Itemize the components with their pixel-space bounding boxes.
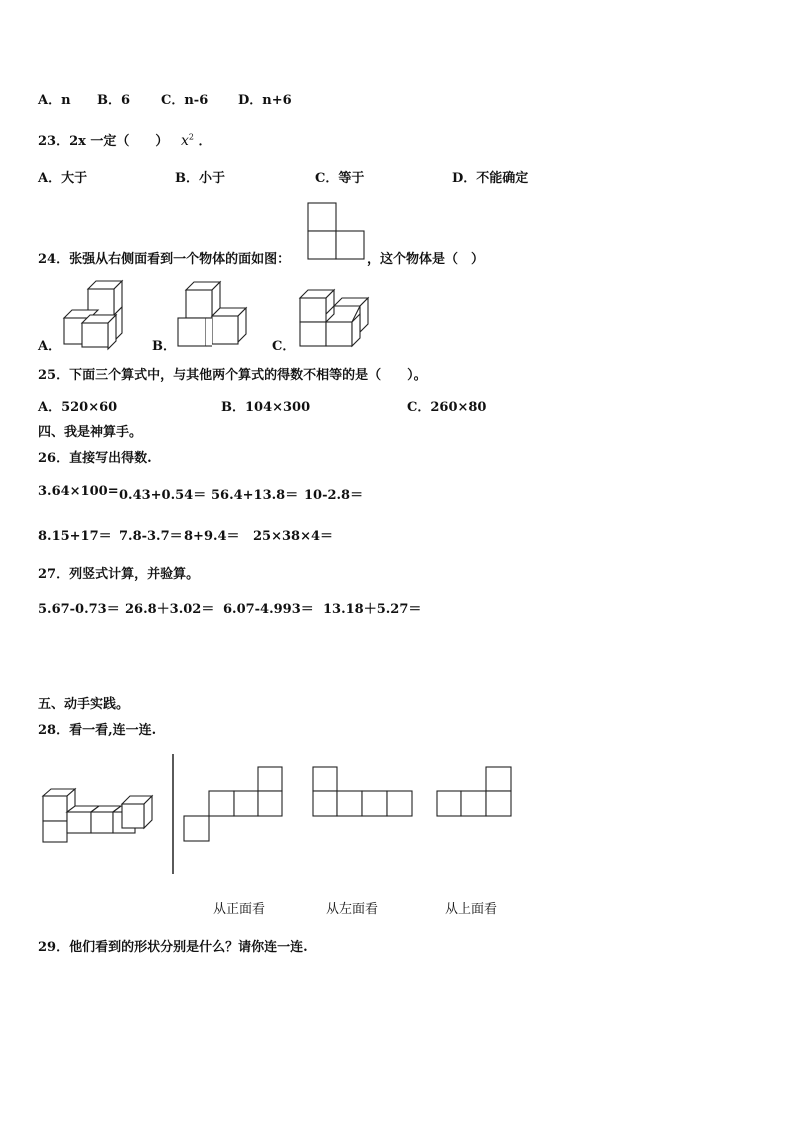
q27-item[interactable]: 5.67-0.73＝ — [38, 602, 120, 617]
q28-view-shape-1[interactable] — [183, 766, 285, 844]
q28-stem: 28．看一看,连一连. — [38, 723, 157, 738]
q24-option-a[interactable]: A． — [38, 339, 62, 354]
q28-label-left-view[interactable]: 从左面看 — [326, 902, 379, 917]
q28-label-top-view[interactable]: 从上面看 — [445, 902, 498, 917]
q27-stem: 27．列竖式计算，并验算。 — [38, 567, 200, 582]
q24-option-b-cubes[interactable] — [176, 278, 246, 348]
q28-view-shape-3[interactable] — [436, 766, 516, 820]
q26-item[interactable]: 0.43+0.54＝ — [119, 488, 207, 503]
q24-side-view-figure — [307, 202, 367, 260]
q27-item[interactable]: 6.07-4.993＝ — [223, 602, 314, 617]
q22-option-b[interactable]: B．6 — [97, 93, 131, 108]
q28-solid-figure — [42, 788, 154, 844]
q23-stem — [38, 130, 212, 149]
q26-stem: 26．直接写出得数. — [38, 451, 152, 466]
q26-item[interactable]: 56.4+13.8＝ — [211, 488, 299, 503]
q24-stem-end: ，这个物体是（ ） — [367, 252, 485, 267]
q25-stem: 25．下面三个算式中，与其他两个算式的得数不相等的是（ ）。 — [38, 368, 427, 383]
q23-option-b[interactable]: B．小于 — [175, 171, 225, 186]
q23-stem-text: 23．2x 一定（ ） — [38, 134, 169, 149]
q27-item[interactable]: 13.18＋5.27＝ — [323, 602, 422, 617]
section-4-heading: 四、我是神算手。 — [38, 425, 143, 440]
q26-item[interactable]: 10-2.8＝ — [304, 488, 364, 503]
q28-divider-line — [172, 754, 176, 874]
q26-item[interactable]: 25×38×4＝ — [253, 529, 334, 544]
q25-option-b[interactable]: B．104×300 — [221, 400, 311, 415]
q24-option-b[interactable]: B． — [152, 339, 176, 354]
q22-option-a[interactable]: A．n — [38, 93, 71, 108]
q24-option-c-cubes[interactable] — [298, 288, 370, 348]
q28-view-shape-2[interactable] — [312, 766, 416, 820]
q25-option-a[interactable]: A．520×60 — [38, 400, 118, 415]
q22-option-d[interactable]: D．n+6 — [238, 93, 292, 108]
q22-option-c[interactable]: C．n-6 — [161, 93, 209, 108]
q23-option-d[interactable]: D．不能确定 — [452, 171, 529, 186]
q24-stem: 24．张强从右侧面看到一个物体的面如图： — [38, 252, 291, 267]
q23-option-a[interactable]: A．大于 — [38, 171, 88, 186]
q23-x-variable: x — [180, 133, 189, 149]
q24-option-a-cubes[interactable] — [62, 278, 128, 348]
q26-item[interactable]: 8.15+17＝ — [38, 529, 112, 544]
section-5-heading: 五、动手实践。 — [38, 697, 130, 712]
q29-stem: 29．他们看到的形状分别是什么？请你连一连. — [38, 940, 308, 955]
q26-item[interactable]: 7.8-3.7＝ — [119, 529, 183, 544]
q25-option-c[interactable]: C．260×80 — [407, 400, 487, 415]
q23-exponent: 2 — [188, 132, 194, 142]
q24-option-c[interactable]: C． — [272, 339, 296, 354]
q23-stem-end: ． — [198, 134, 212, 149]
q26-item[interactable]: 3.64×100= — [38, 484, 119, 499]
q27-item[interactable]: 26.8＋3.02＝ — [125, 602, 215, 617]
q28-label-front-view[interactable]: 从正面看 — [213, 902, 266, 917]
q26-item[interactable]: 8+9.4＝ — [184, 529, 240, 544]
q23-option-c[interactable]: C．等于 — [315, 171, 365, 186]
